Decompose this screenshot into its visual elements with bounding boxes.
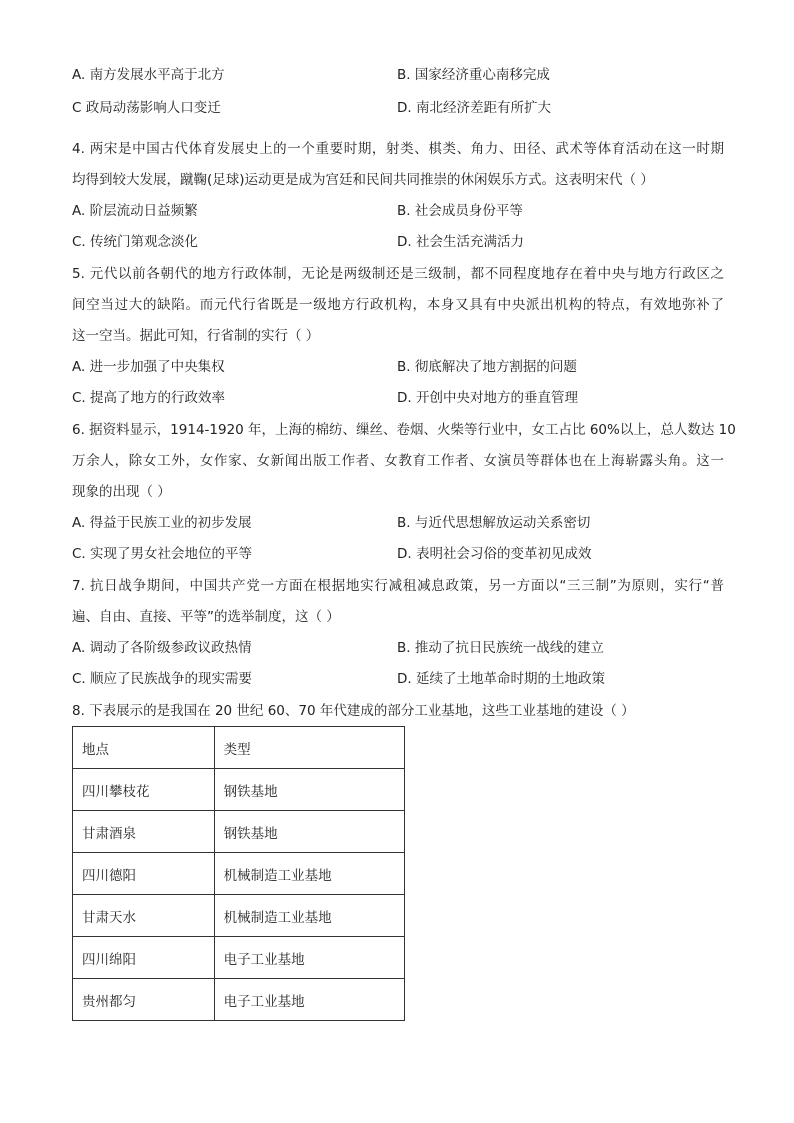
q7-option-a: A. 调动了各阶级参政议政热情 bbox=[72, 640, 252, 656]
q5-stem-line-3: 这一空当。据此可知，行省制的实行（ ） bbox=[72, 328, 320, 344]
table-cell-location: 贵州都匀 bbox=[73, 979, 215, 1021]
q6-options-row-1 bbox=[72, 512, 722, 534]
q3-options-row-2 bbox=[72, 97, 722, 119]
table-cell-type: 机械制造工业基地 bbox=[214, 853, 404, 895]
table-cell-location: 四川绵阳 bbox=[73, 937, 215, 979]
table-cell-location: 四川德阳 bbox=[73, 853, 215, 895]
q5-option-b: B. 彻底解决了地方割据的问题 bbox=[397, 359, 577, 375]
q4-stem-line-2: 均得到较大发展，蹴鞠(足球)运动更是成为宫廷和民间共同推崇的休闲娱乐方式。这表明宋代（ ） bbox=[72, 172, 654, 188]
q7-stem-line-2: 遍、自由、直接、平等”的选举制度，这（ ） bbox=[72, 609, 340, 625]
q5-options-row-2 bbox=[72, 387, 722, 409]
q6-stem-line-3: 现象的出现（ ） bbox=[72, 484, 171, 500]
q4-option-d: D. 社会生活充满活力 bbox=[397, 234, 524, 250]
q4-option-a: A. 阶层流动日益频繁 bbox=[72, 203, 198, 219]
q8-stem-line-1: 8. 下表展示的是我国在 20 世纪 60、70 年代建成的部分工业基地，这些工业基地的建设（ ） bbox=[72, 703, 635, 719]
q6-option-d: D. 表明社会习俗的变革初见成效 bbox=[397, 546, 592, 562]
table-cell-type: 机械制造工业基地 bbox=[214, 895, 404, 937]
q7-options-row-1 bbox=[72, 637, 722, 659]
q4-option-b: B. 社会成员身份平等 bbox=[397, 203, 523, 219]
q6-stem-line-1: 6. 据资料显示，1914-1920 年，上海的棉纺、缫丝、卷烟、火柴等行业中，女工占比 60%以上，总人数达 10 bbox=[72, 422, 736, 438]
q4-stem-line-1: 4. 两宋是中国古代体育发展史上的一个重要时期，射类、棋类、角力、田径、武术等体育活动在这一时期 bbox=[72, 141, 724, 157]
q4-option-c: C. 传统门第观念淡化 bbox=[72, 234, 199, 250]
table-cell-type: 电子工业基地 bbox=[214, 937, 404, 979]
table-row bbox=[73, 811, 405, 853]
table-row bbox=[73, 769, 405, 811]
table-cell-location: 甘肃天水 bbox=[73, 895, 215, 937]
q7-options-row-2 bbox=[72, 668, 722, 690]
q3-options-row-1 bbox=[72, 64, 722, 86]
q7-option-d: D. 延续了土地革命时期的土地政策 bbox=[397, 671, 605, 687]
q7-stem-line-1: 7. 抗日战争期间，中国共产党一方面在根据地实行减租减息政策，另一方面以“三三制”为原则，实行“普 bbox=[72, 578, 724, 594]
q5-option-c: C. 提高了地方的行政效率 bbox=[72, 390, 226, 406]
q6-option-a: A. 得益于民族工业的初步发展 bbox=[72, 515, 252, 531]
q6-option-b: B. 与近代思想解放运动关系密切 bbox=[397, 515, 591, 531]
q6-stem-line-2: 万余人，除女工外，女作家、女新闻出版工作者、女教育工作者、女演员等群体也在上海崭露头角。这一 bbox=[72, 453, 724, 469]
q5-option-a: A. 进一步加强了中央集权 bbox=[72, 359, 225, 375]
table-row bbox=[73, 895, 405, 937]
q5-options-row-1 bbox=[72, 356, 722, 378]
q5-stem-line-2: 间空当过大的缺陷。而元代行省既是一级地方行政机构，本身又具有中央派出机构的特点，有效地弥补了 bbox=[72, 297, 724, 313]
q3-option-a: A. 南方发展水平高于北方 bbox=[72, 67, 225, 83]
q5-option-d: D. 开创中央对地方的垂直管理 bbox=[397, 390, 578, 406]
q4-options-row-1 bbox=[72, 200, 722, 222]
q4-options-row-2 bbox=[72, 231, 722, 253]
table-header-location: 地点 bbox=[73, 727, 215, 769]
industrial-base-table bbox=[72, 726, 405, 1021]
q3-option-b: B. 国家经济重心南移完成 bbox=[397, 67, 550, 83]
table-row bbox=[73, 853, 405, 895]
table-cell-location: 甘肃酒泉 bbox=[73, 811, 215, 853]
table-header-row bbox=[73, 727, 405, 769]
q3-option-c: C 政局动荡影响人口变迁 bbox=[72, 100, 221, 116]
table-row bbox=[73, 979, 405, 1021]
table-header-type: 类型 bbox=[214, 727, 404, 769]
q3-option-d: D. 南北经济差距有所扩大 bbox=[397, 100, 551, 116]
q6-option-c: C. 实现了男女社会地位的平等 bbox=[72, 546, 253, 562]
table-cell-type: 钢铁基地 bbox=[214, 769, 404, 811]
q7-option-c: C. 顺应了民族战争的现实需要 bbox=[72, 671, 253, 687]
table-cell-location: 四川攀枝花 bbox=[73, 769, 215, 811]
table-row bbox=[73, 937, 405, 979]
q5-stem-line-1: 5. 元代以前各朝代的地方行政体制，无论是两级制还是三级制，都不同程度地存在着中央与地方行政区之 bbox=[72, 266, 724, 282]
table-cell-type: 电子工业基地 bbox=[214, 979, 404, 1021]
table-cell-type: 钢铁基地 bbox=[214, 811, 404, 853]
q6-options-row-2 bbox=[72, 543, 722, 565]
q7-option-b: B. 推动了抗日民族统一战线的建立 bbox=[397, 640, 604, 656]
